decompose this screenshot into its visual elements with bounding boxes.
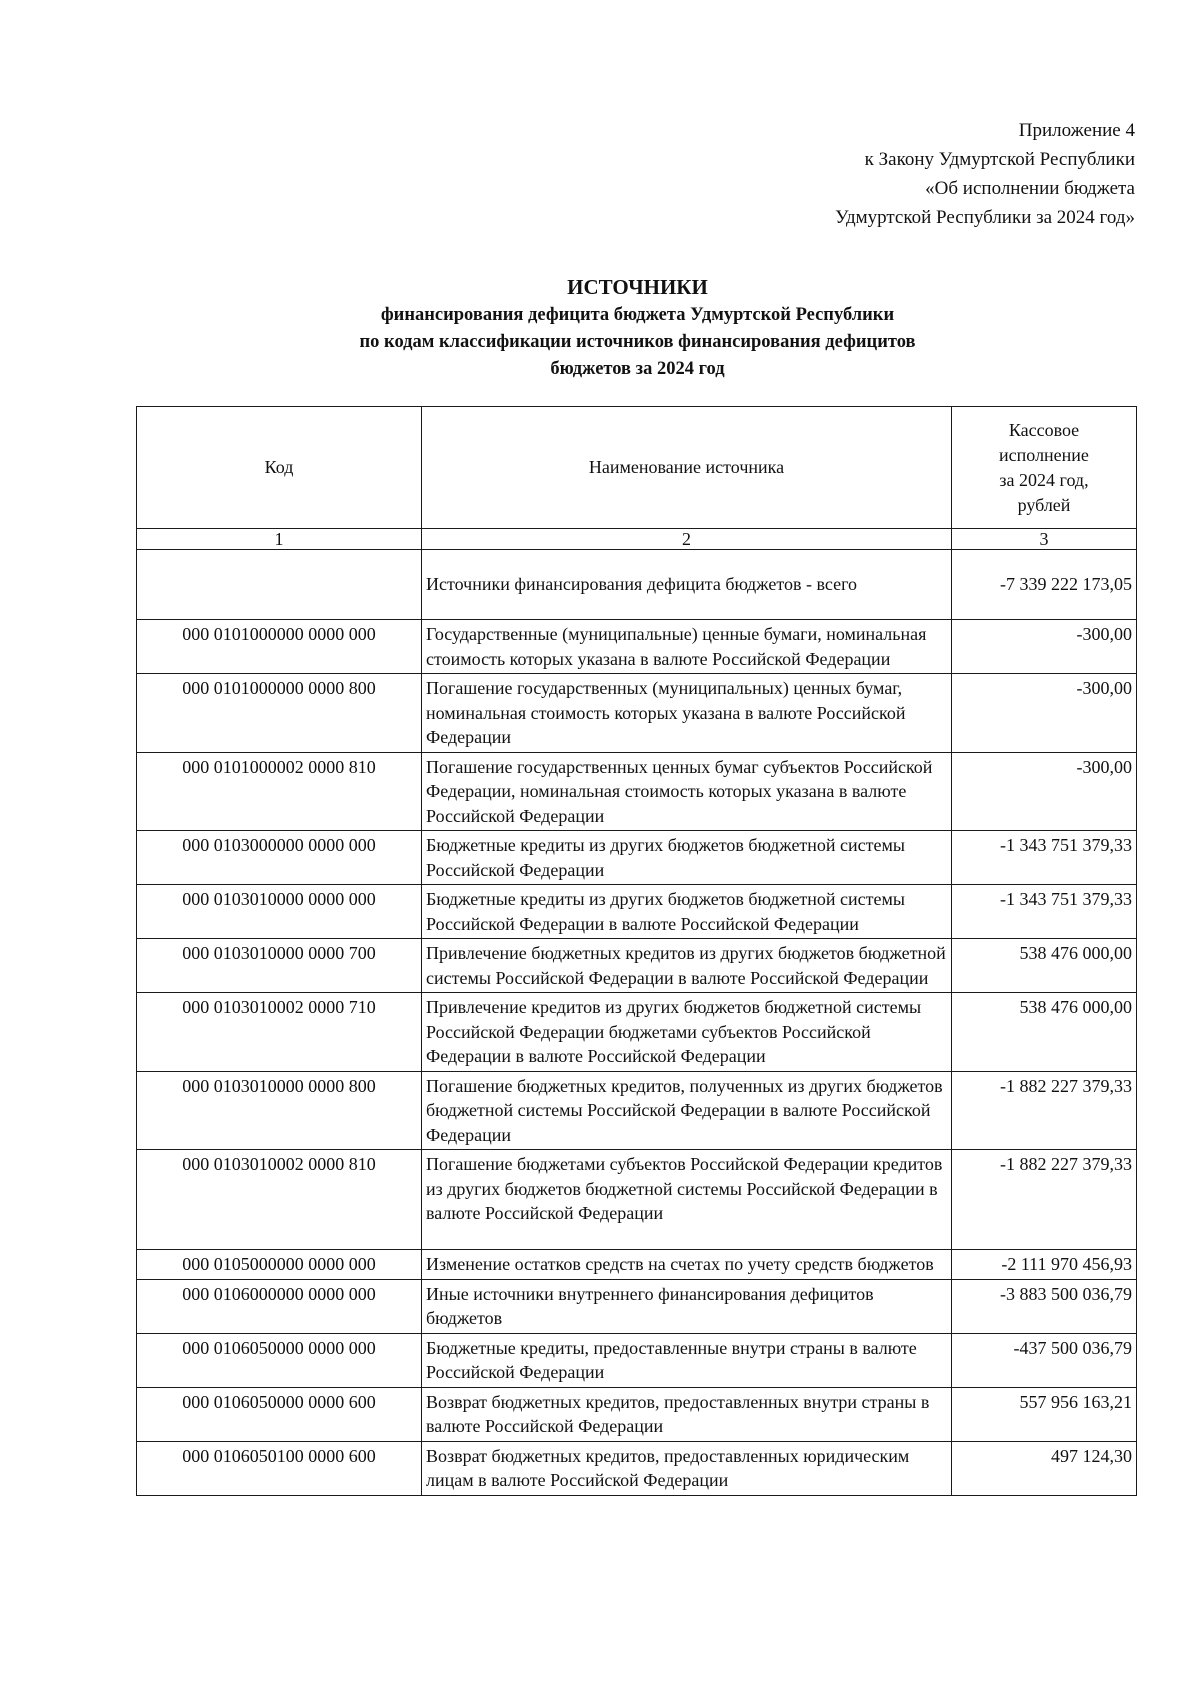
row-code (137, 550, 422, 620)
sources-table (136, 406, 1137, 1496)
row-amount: 538 476 000,00 (952, 993, 1137, 1072)
row-amount: -1 882 227 379,33 (952, 1071, 1137, 1150)
table-row (137, 550, 1137, 620)
row-name: Государственные (муниципальные) ценные бумаги, номинальная стоимость которых указана в валюте Российской Федерации (422, 620, 952, 674)
appendix-line: к Закону Удмуртской Республики (864, 149, 1135, 170)
title-line: бюджетов за 2024 год (550, 359, 725, 379)
row-amount: -300,00 (952, 674, 1137, 753)
row-amount: -3 883 500 036,79 (952, 1279, 1137, 1333)
row-amount: -437 500 036,79 (952, 1333, 1137, 1387)
header-amount-line: Кассовое (1008, 419, 1080, 440)
header-amount-line: рублей (1017, 494, 1071, 515)
row-name: Привлечение кредитов из других бюджетов бюджетной системы Российской Федерации бюджетами субъектов Российской Федерации в валюте Российской Федерации (422, 993, 952, 1072)
appendix-line: Приложение 4 (1018, 120, 1135, 141)
table-row (137, 885, 1137, 939)
row-name: Бюджетные кредиты из других бюджетов бюджетной системы Российской Федерации в валюте Российской Федерации (422, 885, 952, 939)
table-row (137, 620, 1137, 674)
table-row (137, 1441, 1137, 1495)
row-name: Погашение бюджетных кредитов, полученных из других бюджетов бюджетной системы Российской Федерации в валюте Российской Федерации (422, 1071, 952, 1150)
row-amount: -2 111 970 456,93 (952, 1250, 1137, 1280)
row-name: Погашение бюджетами субъектов Российской Федерации кредитов из других бюджетов бюджетной системы Российской Федерации в валюте Российской Федерации (422, 1150, 952, 1250)
row-code: 000 0106050100 0000 600 (137, 1441, 422, 1495)
table-row (137, 1071, 1137, 1150)
appendix-line: Удмуртской Республики за 2024 год» (835, 207, 1135, 228)
row-code: 000 0106050000 0000 000 (137, 1333, 422, 1387)
row-amount: -1 882 227 379,33 (952, 1150, 1137, 1250)
row-amount: 538 476 000,00 (952, 939, 1137, 993)
row-code: 000 0106050000 0000 600 (137, 1387, 422, 1441)
row-amount: -300,00 (952, 620, 1137, 674)
document-title (0, 272, 1200, 383)
table-row (137, 1250, 1137, 1280)
row-code: 000 0103010000 0000 800 (137, 1071, 422, 1150)
row-amount: 497 124,30 (952, 1441, 1137, 1495)
header-amount-line: за 2024 год, (999, 469, 1089, 490)
table-row (137, 1279, 1137, 1333)
row-name: Иные источники внутреннего финансирования дефицитов бюджетов (422, 1279, 952, 1333)
row-code: 000 0103000000 0000 000 (137, 831, 422, 885)
title-line: финансирования дефицита бюджета Удмуртской Республики (380, 305, 895, 325)
row-code: 000 0103010002 0000 810 (137, 1150, 422, 1250)
table-row (137, 831, 1137, 885)
row-code: 000 0103010000 0000 000 (137, 885, 422, 939)
row-name: Возврат бюджетных кредитов, предоставленных юридическим лицам в валюте Российской Федерации (422, 1441, 952, 1495)
table-row (137, 1333, 1137, 1387)
table-row (137, 752, 1137, 831)
row-code: 000 0106000000 0000 000 (137, 1279, 422, 1333)
row-code: 000 0101000000 0000 800 (137, 674, 422, 753)
row-amount: -1 343 751 379,33 (952, 831, 1137, 885)
column-number: 1 (137, 529, 422, 550)
row-amount: -7 339 222 173,05 (952, 550, 1137, 620)
title-line: по кодам классификации источников финансирования дефицитов (359, 332, 916, 352)
row-name: Погашение государственных (муниципальных) ценных бумаг, номинальная стоимость которых указана в валюте Российской Федерации (422, 674, 952, 753)
row-code: 000 0103010002 0000 710 (137, 993, 422, 1072)
row-name: Возврат бюджетных кредитов, предоставленных внутри страны в валюте Российской Федерации (422, 1387, 952, 1441)
header-amount-line: исполнение (999, 444, 1089, 465)
column-number-row (137, 529, 1137, 550)
table-row (137, 674, 1137, 753)
appendix-line: «Об исполнении бюджета (925, 178, 1135, 199)
column-number: 3 (952, 529, 1137, 550)
header-name: Наименование источника (422, 407, 952, 529)
table-header-row (137, 407, 1137, 529)
row-amount: 557 956 163,21 (952, 1387, 1137, 1441)
title-main: ИСТОЧНИКИ (567, 275, 708, 299)
table-row (137, 1387, 1137, 1441)
appendix-reference (835, 116, 1135, 232)
row-name: Изменение остатков средств на счетах по учету средств бюджетов (422, 1250, 952, 1280)
row-amount: -300,00 (952, 752, 1137, 831)
row-name: Источники финансирования дефицита бюджетов - всего (422, 550, 952, 620)
row-name: Погашение государственных ценных бумаг субъектов Российской Федерации, номинальная стоимость которых указана в валюте Российской Федерации (422, 752, 952, 831)
row-name: Привлечение бюджетных кредитов из других бюджетов бюджетной системы Российской Федерации в валюте Российской Федерации (422, 939, 952, 993)
row-name: Бюджетные кредиты из других бюджетов бюджетной системы Российской Федерации (422, 831, 952, 885)
column-number: 2 (422, 529, 952, 550)
row-code: 000 0101000002 0000 810 (137, 752, 422, 831)
row-code: 000 0105000000 0000 000 (137, 1250, 422, 1280)
header-amount (952, 407, 1137, 529)
header-code: Код (137, 407, 422, 529)
table-row (137, 1150, 1137, 1250)
table-row (137, 939, 1137, 993)
row-code: 000 0103010000 0000 700 (137, 939, 422, 993)
table-row (137, 993, 1137, 1072)
row-code: 000 0101000000 0000 000 (137, 620, 422, 674)
row-name: Бюджетные кредиты, предоставленные внутри страны в валюте Российской Федерации (422, 1333, 952, 1387)
row-amount: -1 343 751 379,33 (952, 885, 1137, 939)
